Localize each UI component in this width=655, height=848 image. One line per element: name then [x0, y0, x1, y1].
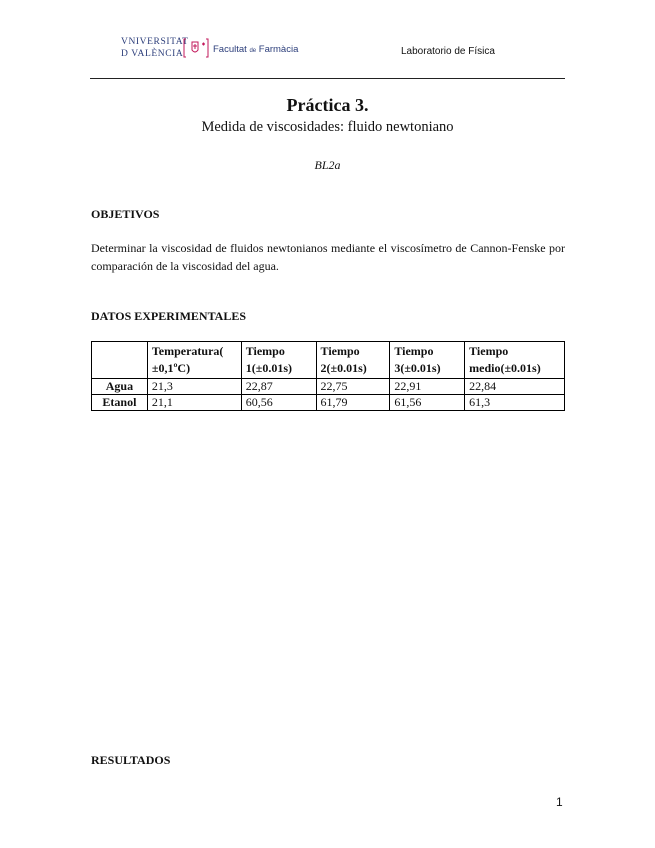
table-row [92, 379, 565, 395]
table-header-cell: Tiempo 3(±0.01s) [390, 342, 465, 379]
table-header-cell: Tiempo medio(±0.01s) [465, 342, 565, 379]
table-cell: 21,3 [147, 379, 241, 395]
table-cell: 22,84 [465, 379, 565, 395]
lab-title: Laboratorio de Física [401, 46, 495, 57]
resultados-heading: RESULTADOS [91, 753, 171, 767]
faculty-name-text: Farmàcia [258, 44, 299, 55]
page-number: 1 [556, 795, 563, 809]
faculty-prefix: Facultat [213, 44, 247, 55]
faculty-de: de [249, 48, 257, 54]
table-header-cell [92, 342, 148, 379]
table-header-cell: Temperatura( ±0,1ºC) [147, 342, 241, 379]
university-name-line1: VNIVERSITAT [121, 37, 189, 47]
table-cell: 21,1 [147, 395, 241, 411]
table-header-cell: Tiempo 2(±0.01s) [316, 342, 390, 379]
objetivos-text: Determinar la viscosidad de fluidos newtonianos mediante el viscosímetro de Cannon-Fenske por comparación de la viscosidad del agua. [91, 241, 565, 273]
document-subtitle: Medida de viscosidades: fluido newtoniano [201, 119, 454, 135]
table-cell: 61,56 [390, 395, 465, 411]
objetivos-heading: OBJETIVOS [91, 207, 160, 221]
table-header-cell: Tiempo 1(±0.01s) [241, 342, 316, 379]
document-title: Práctica 3. [286, 95, 369, 115]
row-label: Agua [92, 379, 148, 395]
university-name-line2: D VALÈNCIA [121, 49, 184, 59]
table-cell: 22,87 [241, 379, 316, 395]
header-divider [90, 78, 565, 79]
row-label: Etanol [92, 395, 148, 411]
table-cell: 22,91 [390, 379, 465, 395]
experimental-data-table [91, 341, 565, 411]
faculty-name [213, 44, 298, 55]
table-cell: 61,79 [316, 395, 390, 411]
table-cell: 61,3 [465, 395, 565, 411]
faculty-crest-icon [183, 38, 209, 58]
table-row [92, 395, 565, 411]
table-cell: 22,75 [316, 379, 390, 395]
table-header-row [92, 342, 565, 379]
table-cell: 60,56 [241, 395, 316, 411]
document-code: BL2a [314, 158, 341, 172]
datos-heading: DATOS EXPERIMENTALES [91, 309, 247, 323]
